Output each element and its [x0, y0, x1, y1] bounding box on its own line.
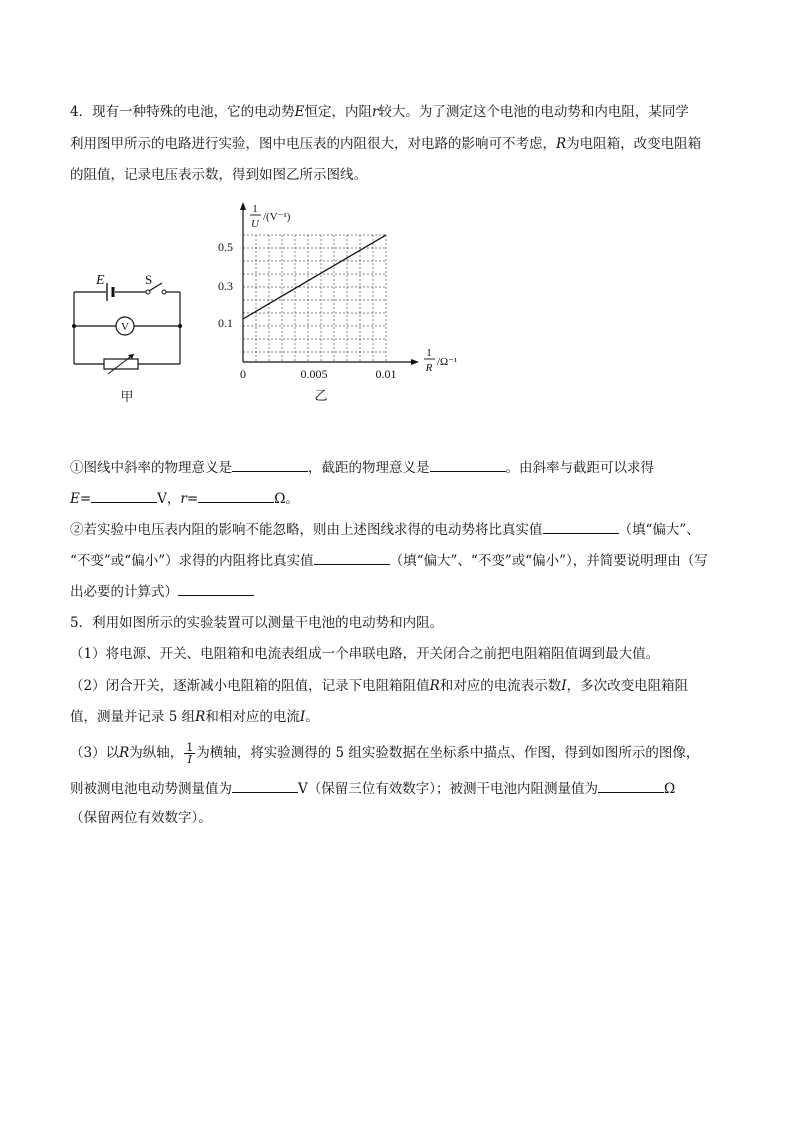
q4-sub2-text: 出必要的计算式）	[70, 584, 178, 600]
y-tick-label: 0.5	[218, 240, 233, 254]
switch-label: S	[145, 272, 153, 287]
q4-sub2-text: “不变”或“偏小”）求得的内阻将比真实值	[70, 553, 314, 569]
emf-label: E	[96, 273, 105, 288]
q4-sub1-line-2	[70, 488, 299, 508]
q5-line-5	[70, 742, 699, 765]
q4-text: 4．现有一种特殊的电池，它的电动势	[70, 104, 295, 120]
answer-blank[interactable]	[314, 550, 390, 565]
q5-var-r: R	[429, 678, 440, 694]
q5-line-4	[70, 708, 319, 726]
answer-blank[interactable]	[430, 457, 506, 472]
q4-var-r-big: R	[556, 136, 567, 152]
q4-text: 较大。为了测定这个电池的电动势和内电阻，某同学	[378, 104, 689, 120]
q5-text: 和对应的电流表示数	[439, 678, 562, 694]
q4-sub2-text: ②若实验中电压表内阻的影响不能忽略，则由上述图线求得的电动势将比真实值	[70, 522, 543, 538]
q4-sub2-line-1	[70, 519, 700, 539]
equals-sign: =	[79, 491, 92, 507]
q5-var-i: I	[561, 678, 567, 694]
battery-symbol	[107, 283, 113, 301]
q5-var-r: R	[119, 745, 130, 761]
y-tick-label: 0.1	[218, 316, 233, 330]
answer-blank[interactable]	[232, 457, 308, 472]
q4-line-2	[70, 135, 701, 153]
answer-blank[interactable]	[232, 778, 298, 793]
q5-text: 为横轴，将实验测得的 5 组实验数据在坐标系中描点、作图，得到如图所示的图像，	[196, 745, 700, 761]
unit-volt: V，	[157, 491, 181, 507]
q5-var-r: R	[195, 709, 206, 725]
q4-text: 恒定，内阻	[304, 104, 372, 120]
graph-line	[243, 235, 386, 319]
q4-text: 利用图甲所示的电路进行实验，图中电压表的内阻很大，对电路的影响可不考虑，	[70, 136, 556, 152]
q5-text: （2）闭合开关，逐渐减小电阻箱的阻值，记录下电阻箱阻值	[70, 678, 430, 694]
x-axis-label-numerator: 1	[426, 347, 432, 359]
q4-sub2-line-3	[70, 581, 254, 601]
junction-dot	[72, 324, 76, 328]
q4-var-r: r	[180, 491, 187, 507]
y-tick-label: 0.3	[218, 279, 233, 293]
circuit-diagram	[60, 262, 190, 407]
y-axis-unit: /(V⁻¹)	[263, 211, 291, 223]
voltmeter-label: V	[121, 321, 129, 333]
q4-line-3: 的阻值，记录电压表示数，得到如图乙所示图线。	[70, 167, 367, 183]
resistance-box-symbol	[104, 354, 138, 374]
q4-var-r: r	[371, 104, 379, 120]
y-axis-label-numerator: 1	[252, 203, 258, 215]
fraction-denominator: I	[187, 753, 192, 766]
x-axis-unit: /Ω⁻¹	[437, 356, 458, 368]
x-tick-label: 0.01	[375, 367, 397, 381]
circuit-caption: 甲	[120, 389, 134, 404]
graph-caption: 乙	[314, 388, 328, 403]
q5-text: 和相对应的电流	[205, 709, 300, 725]
q5-var-i: I	[299, 709, 306, 725]
answer-blank[interactable]	[543, 519, 619, 534]
q5-text: 。	[305, 709, 319, 725]
equals-sign: =	[186, 491, 199, 507]
voltmeter-symbol	[116, 317, 134, 335]
answer-blank[interactable]	[178, 581, 254, 596]
unit-ohm: Ω	[664, 781, 676, 797]
q4-sub1-text: ，截距的物理意义是	[308, 460, 430, 476]
y-axis-arrow	[240, 202, 246, 210]
q5-text: ，多次改变电阻箱阻	[566, 678, 689, 694]
q5-line-1: 5．利用如图所示的实验装置可以测量干电池的电动势和内阻。	[70, 615, 444, 631]
junction-dot	[178, 324, 182, 328]
q5-line-6	[70, 778, 675, 798]
q5-text: （3）以	[70, 745, 120, 761]
q4-text: 为电阻箱，改变电阻箱	[566, 136, 702, 152]
q5-text: 为纵轴，	[129, 745, 184, 761]
q4-var-e: E	[294, 104, 305, 120]
q4-var-e: E	[70, 491, 80, 507]
unit-ohm: Ω。	[274, 491, 299, 507]
answer-blank[interactable]	[198, 488, 274, 503]
x-axis-arrow	[411, 359, 419, 365]
q5-text: 则被测电池电动势测量值为	[70, 781, 232, 797]
q5-line-3	[70, 677, 688, 695]
q4-sub1-text: 。由斜率与截距可以求得	[505, 460, 654, 476]
q5-line-2: （1）将电源、开关、电阻箱和电流表组成一个串联电路，开关闭合之前把电阻箱阻值调到最大值。	[70, 646, 660, 662]
q4-sub2-text: （填“偏大”、“不变”或“偏小”），并简要说明理由（写	[389, 553, 708, 569]
q4-sub2-text: （填“偏大”、	[618, 522, 700, 538]
q4-line-1	[70, 103, 689, 121]
q4-sub1-line-1	[70, 457, 654, 477]
fraction-one-over-i	[184, 742, 195, 765]
y-axis-label-denominator: U	[251, 218, 259, 230]
q4-sub2-line-2	[70, 550, 708, 570]
grid	[243, 235, 386, 362]
q5-text: V（保留三位有效数字）；被测干电池内阻测量值为	[298, 781, 598, 797]
x-tick-label: 0	[240, 367, 246, 381]
answer-blank[interactable]	[598, 778, 664, 793]
graph-figure	[215, 200, 465, 405]
x-axis-label-denominator: R	[425, 362, 433, 374]
fraction-numerator: 1	[186, 741, 194, 754]
q5-text: 值，测量并记录 5 组	[70, 709, 196, 725]
x-tick-label: 0.005	[300, 367, 328, 381]
q5-line-7: （保留两位有效数字）。	[70, 810, 212, 826]
answer-blank[interactable]	[91, 488, 157, 503]
q4-sub1-text: ①图线中斜率的物理意义是	[70, 460, 232, 476]
